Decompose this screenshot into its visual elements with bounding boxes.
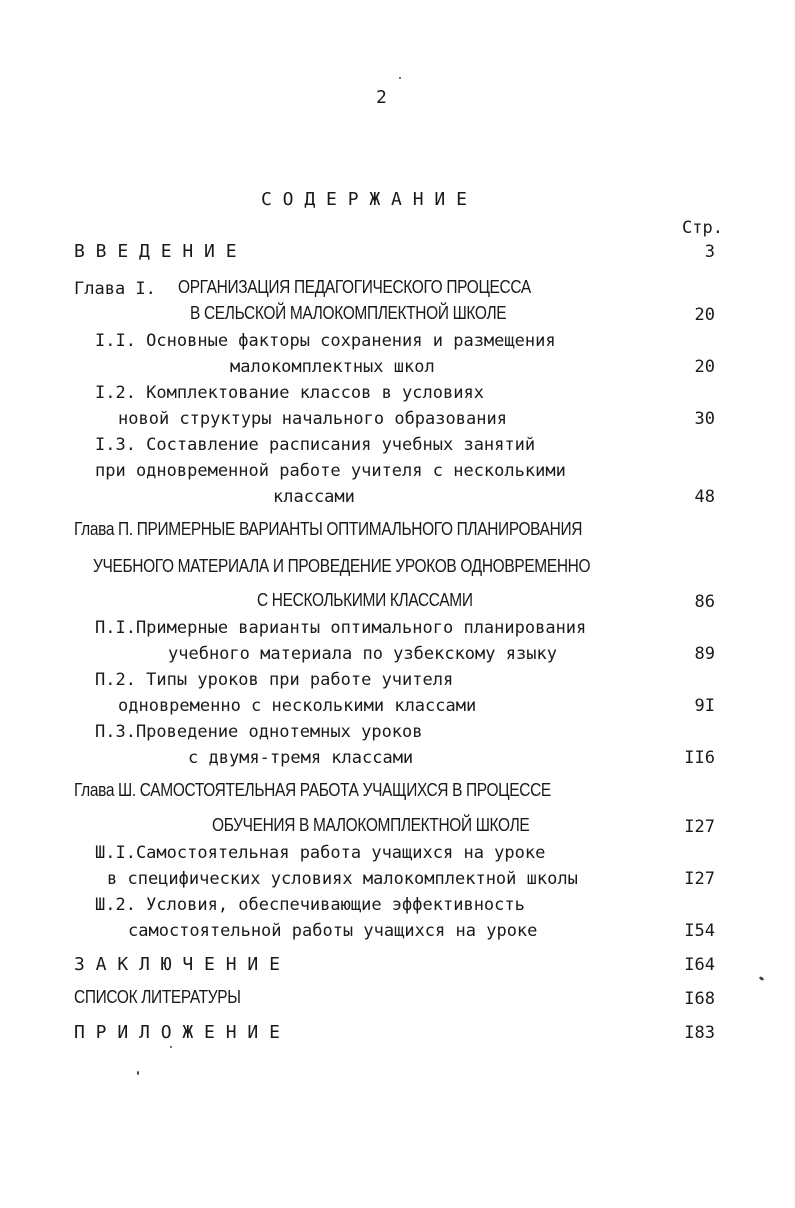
toc-page-introduction: 3	[704, 242, 715, 262]
toc-title: С О Д Е Р Ж А Н И Е	[261, 189, 467, 210]
toc-page-section-2-2: 9I	[694, 696, 715, 716]
toc-entry-section-2-3-cont: с двумя-тремя классами	[188, 748, 414, 768]
toc-entry-chapter-2[interactable]: Глава П. ПРИМЕРНЫЕ ВАРИАНТЫ ОПТИМАЛЬНОГО ПЛАНИРОВАНИЯ	[74, 519, 583, 539]
toc-entry-introduction[interactable]: В В Е Д Е Н И Е	[74, 241, 237, 262]
toc-page-chapter-2: 86	[694, 592, 715, 612]
toc-entry-section-3-1[interactable]: Ш.I.Самостоятельная работа учащихся на уроке	[95, 843, 546, 863]
toc-page-chapter-3: I27	[684, 817, 715, 837]
toc-entry-bibliography[interactable]: СПИСОК ЛИТЕРАТУРЫ	[74, 987, 241, 1007]
toc-entry-section-1-3-cont2: классами	[273, 487, 355, 507]
toc-entry-chapter-2-cont: УЧЕБНОГО МАТЕРИАЛА И ПРОВЕДЕНИЕ УРОКОВ ОДНОВРЕМЕННО	[93, 556, 591, 576]
toc-entry-section-2-2-cont: одновременно с несколькими классами	[118, 696, 477, 716]
page-number: 2	[376, 87, 387, 108]
toc-page-section-2-3: II6	[684, 748, 715, 768]
toc-page-section-1-3: 48	[694, 487, 715, 507]
toc-entry-section-1-3[interactable]: I.3. Составление расписания учебных занятий	[95, 435, 536, 455]
toc-entry-section-1-2[interactable]: I.2. Комплектование классов в условиях	[95, 383, 484, 403]
toc-page-chapter-1: 20	[694, 305, 715, 325]
toc-page-section-1-2: 30	[694, 409, 715, 429]
toc-entry-section-1-2-cont: новой структуры начального образования	[118, 409, 507, 429]
toc-entry-section-1-3-cont: при одновременной работе учителя с несколькими	[95, 461, 566, 481]
chapter-1-label: Глава I.	[74, 279, 156, 299]
toc-entry-chapter-3[interactable]: Глава Ш. САМОСТОЯТЕЛЬНАЯ РАБОТА УЧАЩИХСЯ В ПРОЦЕССЕ	[74, 780, 551, 800]
toc-entry-section-2-1-cont: учебного материала по узбекскому языку	[168, 644, 557, 664]
toc-page-appendix: I83	[684, 1023, 715, 1043]
toc-entry-chapter-2-cont2: С НЕСКОЛЬКИМИ КЛАССАМИ	[257, 590, 473, 610]
toc-entry-section-2-1[interactable]: П.I.Примерные варианты оптимального планирования	[95, 618, 587, 638]
toc-entry-section-3-2-cont: самостоятельной работы учащихся на уроке	[128, 921, 538, 941]
toc-page-conclusion: I64	[684, 955, 715, 975]
toc-entry-chapter-1[interactable]: ОРГАНИЗАЦИЯ ПЕДАГОГИЧЕСКОГО ПРОЦЕССА	[178, 277, 531, 297]
scan-speck	[170, 1046, 172, 1048]
toc-page-section-2-1: 89	[694, 644, 715, 664]
scan-speck	[399, 77, 401, 79]
toc-entry-chapter-1-cont: В СЕЛЬСКОЙ МАЛОКОМПЛЕКТНОЙ ШКОЛЕ	[190, 303, 507, 323]
scan-speck	[759, 976, 765, 981]
toc-entry-section-1-1-cont: малокомплектных школ	[230, 357, 435, 377]
toc-entry-section-1-1[interactable]: I.I. Основные факторы сохранения и размещения	[95, 331, 556, 351]
toc-page-section-1-1: 20	[694, 357, 715, 377]
toc-entry-section-3-2[interactable]: Ш.2. Условия, обеспечивающие эффективность	[95, 895, 525, 915]
toc-page-bibliography: I68	[684, 989, 715, 1009]
toc-page-section-3-2: I54	[684, 921, 715, 941]
scan-speck	[137, 1071, 139, 1075]
toc-entry-section-2-2[interactable]: П.2. Типы уроков при работе учителя	[95, 670, 454, 690]
page-column-header: Стр.	[682, 218, 723, 238]
toc-entry-chapter-3-cont: ОБУЧЕНИЯ В МАЛОКОМПЛЕКТНОЙ ШКОЛЕ	[212, 815, 530, 835]
toc-entry-section-2-3[interactable]: П.3.Проведение однотемных уроков	[95, 722, 423, 742]
toc-entry-section-3-1-cont: в специфических условиях малокомплектной школы	[107, 869, 578, 889]
toc-entry-conclusion[interactable]: З А К Л Ю Ч Е Н И Е	[74, 954, 280, 975]
toc-entry-appendix[interactable]: П Р И Л О Ж Е Н И Е	[74, 1022, 280, 1043]
toc-page-section-3-1: I27	[684, 869, 715, 889]
